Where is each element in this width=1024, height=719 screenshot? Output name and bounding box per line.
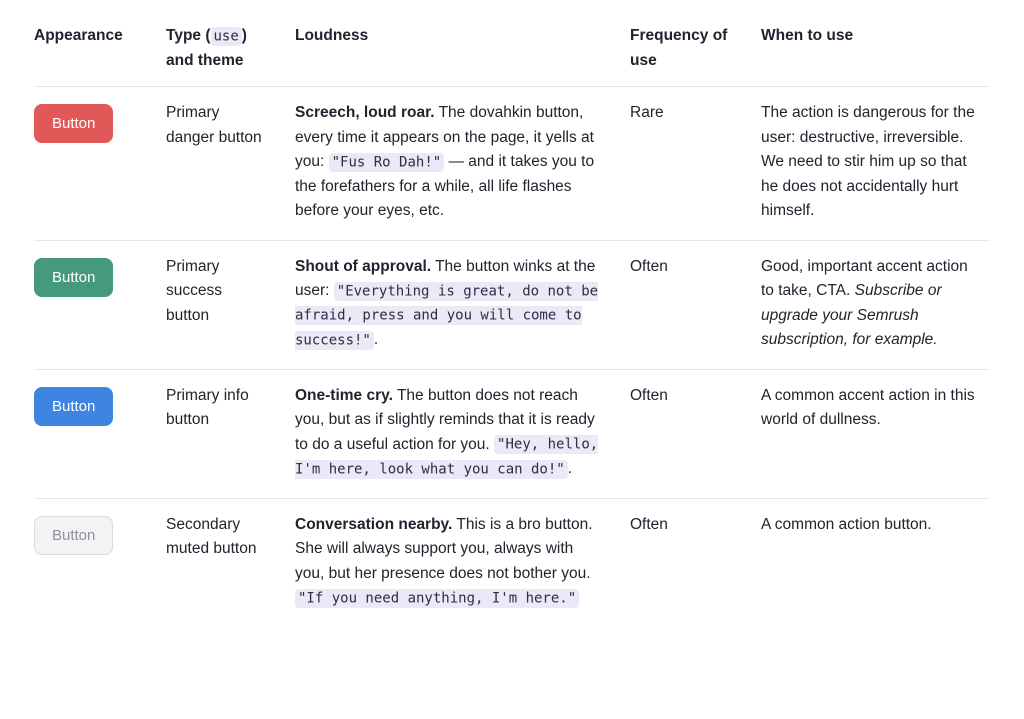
frequency-cell: Rare <box>630 104 664 121</box>
loudness-cell <box>295 513 630 611</box>
table-row-info <box>34 370 990 499</box>
appearance-cell <box>34 255 166 353</box>
frequency-cell: Often <box>630 515 668 533</box>
when-text: Good, important accent action to take, CTA. <box>761 257 968 299</box>
when-text: A common accent action in this world of dullness. <box>761 386 975 428</box>
loudness-text: The button winks at the user: <box>295 257 596 299</box>
frequency-cell: Often <box>630 386 668 404</box>
column-header-loudness: Loudness <box>295 27 369 44</box>
loudness-quote-code: "If you need anything, I'm here." <box>295 589 579 608</box>
loudness-text-post: . <box>373 331 379 348</box>
type-cell: Primary success button <box>166 257 222 324</box>
column-header-type <box>166 24 295 73</box>
when-to-use-cell <box>761 513 990 611</box>
type-cell: Secondary muted button <box>166 515 257 557</box>
type-header-post: ) and theme <box>166 27 247 69</box>
appearance-cell <box>34 513 166 611</box>
table-row-success <box>34 241 990 370</box>
info-button-example[interactable]: Button <box>34 387 113 426</box>
loudness-cell <box>295 101 630 224</box>
table-row-danger <box>34 87 990 241</box>
table-row-muted <box>34 499 990 627</box>
type-cell: Primary info button <box>166 386 249 428</box>
when-text: A common action button. <box>761 515 932 533</box>
loudness-text: The dovahkin button, every time it appears on the page, it yells at you: <box>295 104 594 170</box>
loudness-quote-code: "Everything is great, do not be afraid, press and you will come to success!" <box>295 283 599 348</box>
when-example-italic: Subscribe or upgrade your Semrush subscription, for example. <box>761 282 942 348</box>
loudness-text-post: . <box>567 460 573 477</box>
appearance-cell <box>34 101 166 224</box>
column-header-frequency: Frequency of use <box>630 27 728 69</box>
loudness-lead: One-time cry. <box>295 386 393 404</box>
loudness-lead: Conversation nearby. <box>295 515 453 533</box>
danger-button-example[interactable]: Button <box>34 104 113 143</box>
frequency-cell: Often <box>630 257 668 275</box>
type-cell: Primary danger button <box>166 104 262 146</box>
loudness-text-post: — and it takes you to the forefathers for a while, all life flashes before your eyes, etc. <box>295 153 595 219</box>
loudness-cell <box>295 255 630 353</box>
loudness-lead: Shout of approval. <box>295 257 432 275</box>
table-header-row <box>34 0 990 87</box>
buttons-usage-table <box>34 0 990 627</box>
type-header-code: use <box>211 27 242 46</box>
loudness-lead: Screech, loud roar. <box>295 104 435 121</box>
when-to-use-cell <box>761 384 990 482</box>
success-button-example[interactable]: Button <box>34 258 113 297</box>
loudness-text: The button does not reach you, but as if slightly reminds that it is ready to do a useful action for you. <box>295 386 595 453</box>
column-header-appearance: Appearance <box>34 27 123 44</box>
appearance-cell <box>34 384 166 482</box>
when-to-use-cell <box>761 255 990 353</box>
type-header-pre: Type ( <box>166 27 211 44</box>
loudness-cell <box>295 384 630 482</box>
loudness-text: This is a bro button. She will always support you, always with you, but her presence does not bother you. <box>295 515 593 582</box>
loudness-quote-code: "Hey, hello, I'm here, look what you can do!" <box>295 436 599 477</box>
when-text: The action is dangerous for the user: destructive, irreversible. We need to stir him up so that he does not accidentally hurt himself. <box>761 104 975 219</box>
loudness-quote-code: "Fus Ro Dah!" <box>329 153 445 172</box>
muted-button-example[interactable]: Button <box>34 516 113 555</box>
column-header-when-to-use: When to use <box>761 27 854 44</box>
when-to-use-cell <box>761 101 990 224</box>
